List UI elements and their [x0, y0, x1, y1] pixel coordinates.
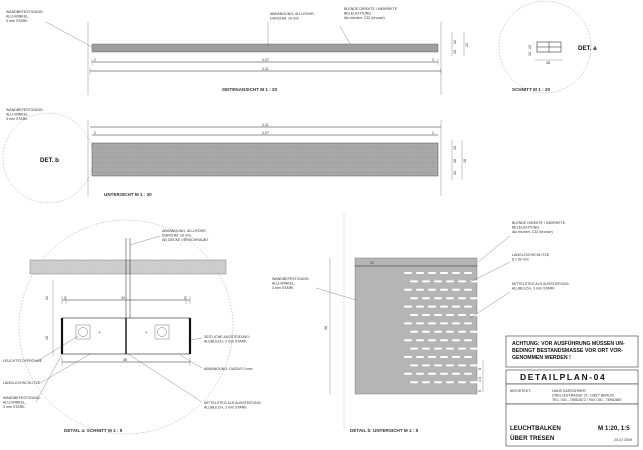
perforation-slot	[434, 364, 442, 366]
perforation-slot	[458, 364, 466, 366]
da-dim-end-r: 2	[184, 296, 186, 300]
seitenansicht-title: SEITENANSICHT M 1 : 20	[222, 87, 278, 92]
note-blende-1: BLENDE DIREKTE / INDIREKTE	[344, 7, 398, 11]
architect-phone: TEL: 030 - 78952872 / FAX 030 - 78952887	[552, 398, 622, 402]
architect-name: HANS KÄSSOHRER	[552, 389, 586, 393]
perforation-slot	[464, 356, 472, 358]
da-note-abh2: ABHÄNGUNG: GAZIUS 3 mm	[204, 367, 253, 371]
us-dim-h-3: 10	[453, 171, 457, 175]
note-wand-us-1: WANDBEFESTIGUNG:	[6, 108, 44, 112]
perforation-slot	[470, 314, 478, 316]
perforation-slot	[404, 272, 412, 274]
perforation-slot	[422, 364, 430, 366]
da-dim-mid: 34	[121, 296, 125, 300]
db-note-wand-1: WANDBEFESTIGUNG:	[272, 277, 310, 281]
note-abhaengung-2: DURCHM. 10 mm	[270, 16, 299, 21]
untersicht-beam	[92, 143, 438, 176]
perforation-slot	[422, 381, 430, 383]
perforation-slot	[464, 322, 472, 324]
perforation-slot	[446, 280, 454, 282]
perforation-slot	[404, 306, 412, 308]
note-wand-us-3: 3 mm STARK	[6, 117, 28, 121]
da-dim-top: 12	[45, 296, 49, 300]
perforation-slot	[470, 381, 478, 383]
perforation-slot	[416, 322, 424, 324]
sa-dim-total: 4,11	[262, 67, 269, 71]
perforation-slot	[428, 373, 436, 375]
perforation-slot	[458, 331, 466, 333]
db-note-blende-3: Alu eloxiert, C32 (bronze)	[512, 230, 553, 234]
perforation-slot	[440, 356, 448, 358]
perforation-slot	[452, 272, 460, 274]
architect-label: ARCHITEKT:	[510, 389, 531, 393]
perforation-slot	[434, 348, 442, 350]
seitenansicht-view	[6, 7, 469, 95]
us-dim-h-2: 18	[453, 159, 457, 163]
perforation-slot	[416, 272, 424, 274]
perforation-slot	[434, 297, 442, 299]
db-note-wand-3: 3 mm STARK	[272, 286, 294, 290]
note-wand-us-2: ALU-WINKEL,	[6, 112, 29, 117]
db-note-langloch-2: 8 x 50 mm	[512, 257, 529, 262]
us-dim-h-4: 18	[463, 159, 467, 163]
perforation-slot	[416, 356, 424, 358]
perforation-slot	[458, 314, 466, 316]
da-note-wand-3: 3 mm STARK	[3, 405, 25, 409]
schnitt-dim-h2: 10	[528, 52, 532, 56]
da-note-seit-1: SEITLICHE AUSSTEIFUNG:	[204, 335, 250, 339]
perforation-slot	[422, 331, 430, 333]
detail-a-title: DETAIL a: SCHNITT M 1 : 5	[64, 428, 123, 433]
untersicht-title: UNTERSICHT M 1 : 20	[104, 192, 152, 197]
perforation-slot	[458, 297, 466, 299]
perforation-slot	[422, 314, 430, 316]
drawing-title: DETAILPLAN-04	[520, 372, 607, 382]
sa-dim-inner: 4,07	[262, 58, 269, 62]
schnitt-dim-w: 38	[546, 61, 550, 65]
perforation-slot	[440, 289, 448, 291]
da-note-abh-1: ABHÄNGUNG, ALU-ROHR,	[162, 229, 207, 233]
perforation-slot	[410, 381, 418, 383]
date-text: 20.07.2009	[614, 438, 632, 442]
db-dim-h: 38	[324, 326, 328, 330]
perforation-slot	[446, 381, 454, 383]
perforation-slot	[404, 356, 412, 358]
note-wandbefestigung-2: ALU-WINKEL,	[6, 14, 29, 19]
perforation-slot	[440, 373, 448, 375]
perforation-slot	[440, 306, 448, 308]
db-note-mittel-2: ALUBLECH, 3 mm STARK	[512, 286, 555, 291]
note-blende-3: Alu eloxiert, C32 (bronze)	[344, 16, 385, 20]
perforation-slot	[446, 297, 454, 299]
perforation-slot	[428, 272, 436, 274]
perforation-slot	[428, 322, 436, 324]
schnitt-title: SCHNITT M 1 : 20	[512, 87, 551, 92]
perforation-slot	[464, 339, 472, 341]
db-note-blende-2: BELEUCHTUNG	[512, 225, 540, 230]
perforation-slot	[428, 289, 436, 291]
us-dim-h-1: 10	[453, 146, 457, 150]
da-note-wand-2: ALU-WINKEL,	[3, 400, 26, 405]
perforation-slot	[440, 339, 448, 341]
perforation-slot	[434, 314, 442, 316]
perforation-slot	[446, 348, 454, 350]
schnitt-dim-h1: 22	[528, 45, 532, 49]
perforation-slot	[410, 331, 418, 333]
db-dim-w: 10	[370, 261, 374, 265]
perforation-slot	[458, 381, 466, 383]
det-b-label: DET. b	[40, 157, 59, 164]
perforation-slot	[410, 314, 418, 316]
seitenansicht-beam	[92, 44, 438, 52]
perforation-slot	[470, 364, 478, 366]
db-note-mittel-1: MITTELSTEG ALS AUSSTEIFUNG:	[512, 282, 570, 286]
schnitt-view	[499, 1, 597, 93]
perforation-slot	[404, 373, 412, 375]
svg-text:+: +	[145, 330, 148, 335]
db-dim-r1: 8	[478, 368, 482, 370]
db-dim-r2: 4.5	[478, 377, 482, 382]
da-dim-total: 38	[123, 358, 127, 362]
svg-text:+: +	[98, 330, 101, 335]
note-wandbefestigung-1: WANDBEFESTIGUNG:	[6, 10, 44, 14]
project-line-2: ÜBER TRESEN	[510, 435, 555, 442]
perforation-slot	[470, 297, 478, 299]
perforation-slot	[404, 339, 412, 341]
perforation-slot	[428, 356, 436, 358]
scale-text: M 1:20, 1:5	[598, 425, 630, 432]
sa-dim-h2: 10	[453, 50, 457, 54]
perforation-slot	[434, 280, 442, 282]
perforation-slot	[422, 348, 430, 350]
perforation-slot	[464, 306, 472, 308]
perforation-slot	[458, 348, 466, 350]
detail-b-title: DETAIL b: UNTERSICHT M 1 : 5	[350, 428, 419, 433]
perforation-slot	[410, 364, 418, 366]
perforation-slot	[470, 331, 478, 333]
note-abhaengung-1: ABHÄNGUNG, ALU-ROHR,	[270, 12, 315, 16]
perforation-slot	[440, 322, 448, 324]
da-note-abh-3: AN DECKE VERSCHRAUBT	[162, 238, 209, 242]
det-a-label: DET. a	[578, 45, 597, 52]
perforation-slot	[452, 339, 460, 341]
architect-address: CRELLESTRASSE 37, 10827 BERLIN	[552, 393, 614, 398]
warning-line-1: ACHTUNG: VOR AUSFÜHRUNG MÜSSEN UN-	[512, 341, 625, 347]
perforation-slot	[410, 280, 418, 282]
perforation-slot	[452, 306, 460, 308]
us-dim-total: 4,11	[262, 123, 269, 127]
da-dim-end-l: 2	[64, 296, 66, 300]
perforation-slot	[458, 280, 466, 282]
perforation-slot	[404, 289, 412, 291]
da-note-abh-2: DURCHM. 10 mm,	[162, 233, 192, 238]
perforation-slot	[452, 356, 460, 358]
da-note-wand-1: WANDBEFESTIGUNG:	[3, 396, 41, 400]
db-note-blende-1: BLENDE DIREKTE / INDIREKTE	[512, 221, 566, 225]
perforation-slot	[434, 381, 442, 383]
perforation-slot	[440, 272, 448, 274]
da-dim-bottom: 10	[45, 336, 49, 340]
detail-a-view	[3, 220, 262, 434]
perforation-slot	[446, 364, 454, 366]
sa-dim-end-l: 2	[94, 58, 96, 62]
note-blende-2: BELEUCHTUNG	[344, 11, 372, 16]
warning-line-3: GENOMMEN WERDEN !	[512, 355, 571, 361]
perforation-slot	[416, 289, 424, 291]
perforation-slot	[446, 331, 454, 333]
note-wandbefestigung-3: 3 mm STARK	[6, 19, 28, 23]
perforation-slot	[434, 331, 442, 333]
perforation-slot	[464, 289, 472, 291]
perforation-slot	[452, 373, 460, 375]
project-line-1: LEUCHTBALKEN	[510, 425, 561, 432]
perforation-slot	[428, 339, 436, 341]
perforation-slot	[470, 348, 478, 350]
perforation-slot	[404, 322, 412, 324]
perforation-slot	[410, 348, 418, 350]
us-dim-inner: 4,07	[262, 131, 269, 135]
perforation-slot	[428, 306, 436, 308]
us-dim-end-l: 2	[94, 131, 96, 135]
perforation-slot	[410, 297, 418, 299]
us-dim-end-r: 2	[432, 131, 434, 135]
untersicht-view	[3, 108, 467, 203]
db-note-langloch-1: LANGLOCHSCHLITZE,	[512, 253, 551, 257]
perforation-slot	[452, 289, 460, 291]
sa-dim-h3: 22	[465, 43, 469, 47]
title-block	[506, 336, 638, 446]
da-note-mittel-1: MITTELSTEG ALS AUSSTEIFUNG:	[204, 401, 262, 405]
db-note-wand-2: ALU-WINKEL,	[272, 281, 295, 286]
perforation-slot	[416, 373, 424, 375]
perforation-slot	[422, 280, 430, 282]
warning-line-2: BEDINGT BESTANDSMASSE VOR ORT VOR-	[512, 348, 623, 354]
sa-dim-end-r: 2	[432, 58, 434, 62]
db-dim-r3: 5	[478, 390, 482, 392]
da-note-mittel-2: ALUBLECH, 3 mm STARK	[204, 405, 247, 410]
perforation-slot	[464, 373, 472, 375]
perforation-slot	[452, 322, 460, 324]
perforation-slot	[464, 272, 472, 274]
perforation-slot	[422, 297, 430, 299]
da-note-langloch: LANGLOCHSCHLITZE	[3, 381, 41, 385]
perforation-slot	[446, 314, 454, 316]
sa-dim-h1: 12	[453, 40, 457, 44]
perforation-slot	[416, 306, 424, 308]
perforation-slot	[416, 339, 424, 341]
detail-a-ceiling	[30, 260, 226, 274]
da-note-leucht: LEUCHTSTOFFRÖHRE	[3, 359, 43, 363]
da-note-seit-2: ALUBLECH, 3 mm STARK	[204, 339, 247, 344]
